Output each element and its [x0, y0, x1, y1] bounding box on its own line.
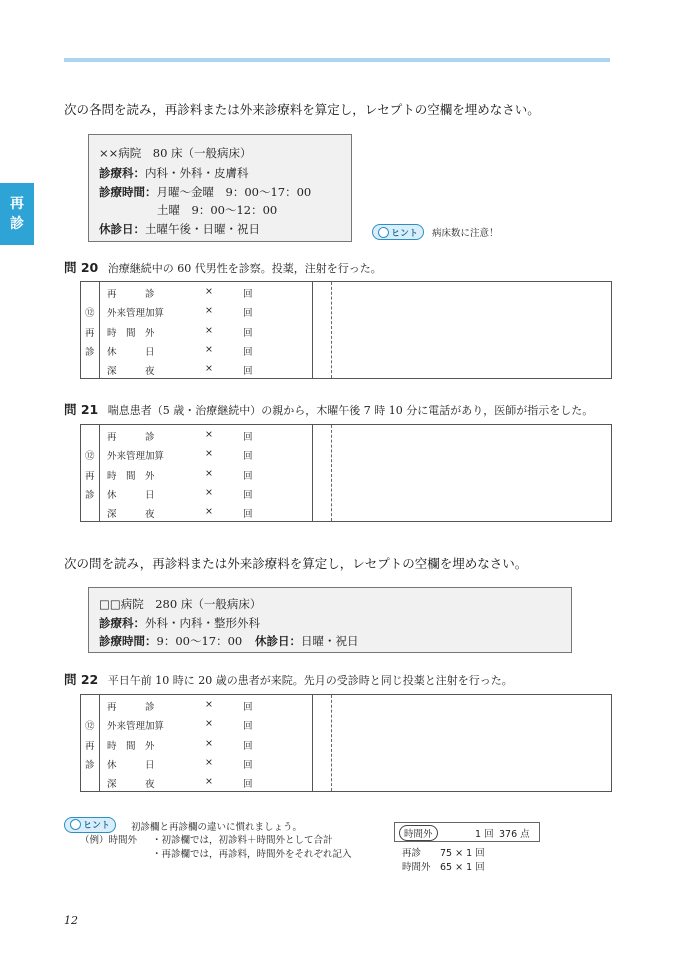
hospital-1-dept-label: 診療科：	[99, 166, 145, 180]
side-tab-char-2: 診	[10, 216, 24, 232]
hint-2-line-1: ・初診欄では，初診料＋時間外として合計	[152, 835, 333, 846]
times-sign: ×	[205, 757, 213, 768]
unit-label: 回	[243, 308, 253, 319]
hint-1	[372, 224, 499, 240]
question-21	[64, 400, 593, 418]
hospital-2-hours-value: 9：00～17：00	[156, 634, 243, 648]
hospital-2-hours	[99, 633, 242, 649]
hospital-2-name: □□病院 280 床（一般病床）	[99, 597, 262, 611]
row-night: 深 夜	[107, 509, 155, 520]
row-outpatient-mgmt: 外来管理加算	[107, 308, 165, 319]
question-21-number: 問 21	[64, 402, 99, 417]
hospital-1-hours-value: 月曜～金曜 9：00～17：00	[156, 185, 312, 199]
example-circled-label: 時間外	[399, 825, 438, 841]
row-holiday: 休 日	[107, 347, 155, 358]
unit-label: 回	[243, 347, 253, 358]
row-holiday: 休 日	[107, 490, 155, 501]
row-revisit: 再 診	[107, 432, 155, 443]
unit-label: 回	[243, 741, 253, 752]
unit-label: 回	[243, 490, 253, 501]
lightbulb-icon	[70, 819, 81, 830]
times-sign: ×	[205, 305, 213, 316]
times-sign: ×	[205, 448, 213, 459]
row-night: 深 夜	[107, 366, 155, 377]
question-20-number: 問 20	[64, 260, 99, 275]
hospital-2-hours-label: 診療時間：	[99, 634, 157, 648]
times-sign: ×	[205, 286, 213, 297]
form-left-char-2: 診	[85, 490, 95, 501]
row-revisit: 再 診	[107, 289, 155, 300]
hint-2-intro: 初診欄と再診欄の違いに慣れましょう。	[131, 822, 303, 833]
times-sign: ×	[205, 487, 213, 498]
row-after-hours: 時 間 外	[107, 741, 155, 752]
unit-label: 回	[243, 451, 253, 462]
form-left-mark: ⑫	[85, 721, 95, 732]
example-box	[394, 822, 540, 842]
hint-2-label: ヒント	[83, 821, 111, 831]
example-count: 1 回	[475, 829, 494, 840]
times-sign: ×	[205, 344, 213, 355]
hospital-1-hours	[99, 184, 311, 200]
form-left-mark: ⑫	[85, 308, 95, 319]
hospital-1-closed	[99, 221, 260, 237]
hospital-2-closed-label: 休診日：	[255, 634, 301, 648]
hint-1-label: ヒント	[391, 228, 419, 239]
times-sign: ×	[205, 363, 213, 374]
times-sign: ×	[205, 776, 213, 787]
example-points: 376 点	[499, 829, 530, 840]
question-21-text: 喘息患者（5 歳・治療継続中）の親から，木曜午後 7 時 10 分に電話があり，医師が指示をした。	[107, 404, 594, 417]
times-sign: ×	[205, 738, 213, 749]
section-side-tab	[0, 183, 34, 245]
question-22-number: 問 22	[64, 672, 99, 687]
instruction-2: 次の問を読み，再診料または外来診療料を算定し，レセプトの空欄を埋めなさい。	[64, 556, 528, 571]
times-sign: ×	[205, 325, 213, 336]
hospital-1-hours-label: 診療時間：	[99, 185, 157, 199]
times-sign: ×	[205, 429, 213, 440]
hint-2-line-2: ・再診欄では，再診料，時間外をそれぞれ記入	[152, 849, 352, 860]
unit-label: 回	[243, 432, 253, 443]
hospital-1-dept-value: 内科・外科・皮膚科	[145, 166, 249, 180]
hospital-2-info-box	[88, 587, 572, 653]
hospital-1-dept	[99, 165, 249, 181]
row-revisit: 再 診	[107, 702, 155, 713]
question-22-text: 平日午前 10 時に 20 歳の患者が来院。先月の受診時と同じ投薬と注射を行った。	[107, 674, 513, 687]
question-22	[64, 670, 513, 688]
hospital-1-closed-label: 休診日：	[99, 222, 145, 236]
row-night: 深 夜	[107, 779, 155, 790]
example-line-1-label: 再診	[402, 848, 422, 859]
hint-2-example-label: （例）時間外	[80, 835, 138, 846]
page-number: 12	[64, 914, 78, 927]
form-left-char-2: 診	[85, 347, 95, 358]
question-20	[64, 258, 382, 276]
hospital-2-closed	[255, 633, 359, 649]
unit-label: 回	[243, 289, 253, 300]
hint-2-pill	[64, 817, 116, 833]
example-line-2-label: 時間外	[402, 862, 431, 873]
example-line-1-value: 75 × 1 回	[440, 848, 485, 859]
times-sign: ×	[205, 468, 213, 479]
times-sign: ×	[205, 699, 213, 710]
hospital-1-closed-value: 土曜午後・日曜・祝日	[145, 222, 260, 236]
unit-label: 回	[243, 471, 253, 482]
times-sign: ×	[205, 718, 213, 729]
hospital-1-info-box	[88, 134, 352, 242]
form-left-mark: ⑫	[85, 451, 95, 462]
row-after-hours: 時 間 外	[107, 328, 155, 339]
lightbulb-icon	[378, 227, 389, 238]
unit-label: 回	[243, 702, 253, 713]
top-accent-bar	[64, 58, 610, 62]
unit-label: 回	[243, 779, 253, 790]
hospital-1-hours-sat: 土曜 9：00～12：00	[157, 203, 278, 217]
hospital-2-dept-value: 外科・内科・整形外科	[145, 616, 260, 630]
row-holiday: 休 日	[107, 760, 155, 771]
hospital-1-name: ××病院 80 床（一般病床）	[99, 146, 252, 160]
form-left-char-1: 再	[85, 328, 95, 339]
row-outpatient-mgmt: 外来管理加算	[107, 451, 165, 462]
example-line-2-value: 65 × 1 回	[440, 862, 485, 873]
form-left-char-1: 再	[85, 471, 95, 482]
hint-1-text: 病床数に注意！	[432, 228, 499, 239]
form-left-char-1: 再	[85, 741, 95, 752]
receipt-form-20	[80, 281, 612, 379]
hospital-2-closed-value: 日曜・祝日	[301, 634, 359, 648]
hint-1-pill	[372, 224, 424, 240]
side-tab-char-1: 再	[10, 196, 24, 212]
question-20-text: 治療継続中の 60 代男性を診察。投薬，注射を行った。	[107, 262, 382, 275]
row-outpatient-mgmt: 外来管理加算	[107, 721, 165, 732]
unit-label: 回	[243, 721, 253, 732]
receipt-form-21	[80, 424, 612, 522]
hospital-2-dept-label: 診療科：	[99, 616, 145, 630]
unit-label: 回	[243, 366, 253, 377]
times-sign: ×	[205, 506, 213, 517]
form-left-char-2: 診	[85, 760, 95, 771]
row-after-hours: 時 間 外	[107, 471, 155, 482]
unit-label: 回	[243, 760, 253, 771]
receipt-form-22	[80, 694, 612, 792]
unit-label: 回	[243, 509, 253, 520]
hospital-2-dept	[99, 615, 260, 631]
instruction-1: 次の各問を読み，再診料または外来診療料を算定し，レセプトの空欄を埋めなさい。	[64, 102, 540, 117]
unit-label: 回	[243, 328, 253, 339]
